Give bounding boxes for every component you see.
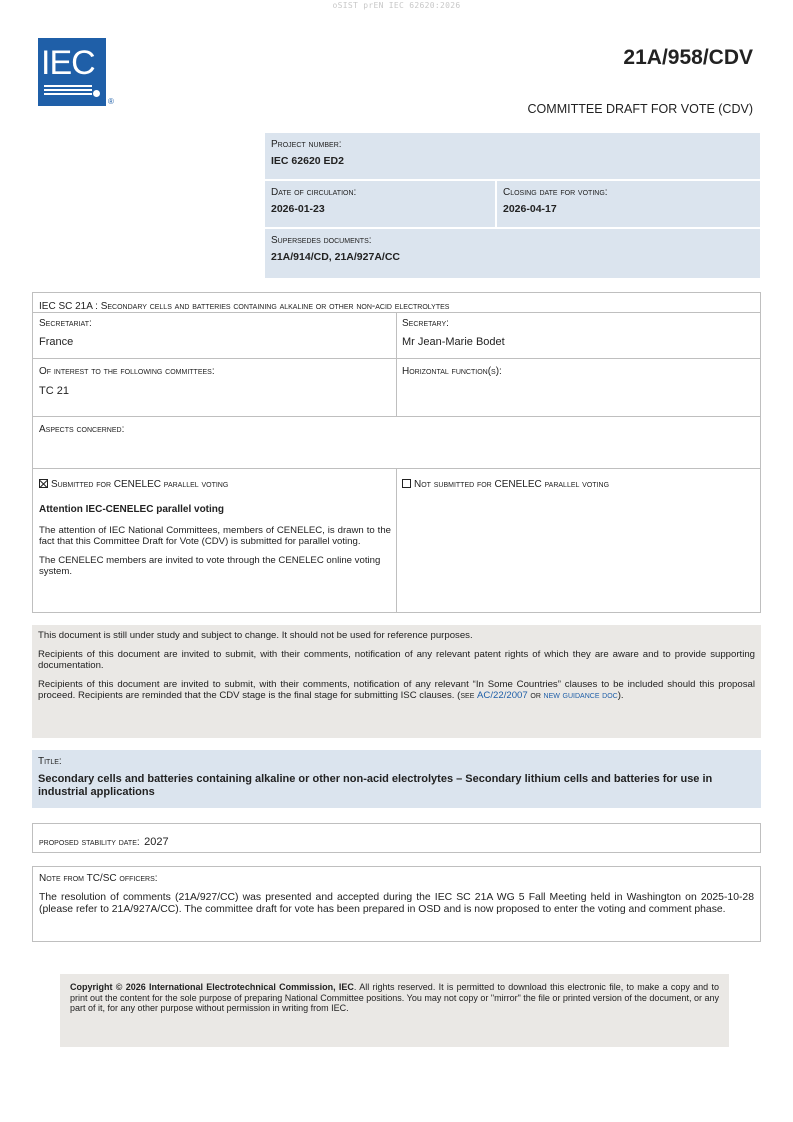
project-number-cell: [265, 133, 760, 179]
supersedes-label: Supersedes documents:: [271, 235, 372, 246]
watermark: oSIST prEN IEC 62620:2026: [332, 1, 461, 10]
stability-value: 2027: [144, 836, 169, 848]
project-number-value: IEC 62620 ED2: [271, 155, 344, 167]
submitted-checkbox[interactable]: [39, 479, 48, 488]
not-submitted-checkbox[interactable]: [402, 479, 411, 488]
horizontal-label: Horizontal function(s):: [402, 366, 502, 377]
committee-title-row: [33, 293, 760, 313]
logo-dot: [93, 90, 100, 97]
notice-p3-or: or: [530, 690, 541, 701]
logo-lines: [44, 83, 92, 95]
document-number: 21A/958/CDV: [623, 46, 753, 69]
circulation-date-label: Date of circulation:: [271, 187, 357, 198]
notice-block: [32, 625, 761, 738]
members-text: The CENELEC members are invited to vote through the CENELEC online voting system.: [39, 555, 381, 577]
note-text: The resolution of comments (21A/927/CC) was presented and accepted during the IEC SC 21A WG 5 Fall Meeting held in Washington on 2025-10-28 (please refer to 21A/927A/CC). The committee draft for vote has been prepared in OSD and is now proposed to enter the voting and comment phase.: [39, 892, 754, 915]
title-block: [32, 750, 761, 808]
notice-p3-end: ).: [617, 690, 624, 701]
document-type: COMMITTEE DRAFT FOR VOTE (CDV): [527, 102, 753, 116]
secretariat-value: France: [39, 336, 74, 348]
notice-p3-see: (see: [457, 690, 475, 701]
stability-row: [32, 823, 761, 853]
new-guidance-doc-link[interactable]: new guidance doc: [543, 690, 618, 701]
submitted-label: Submitted for CENELEC parallel voting: [51, 479, 229, 490]
interest-value: TC 21: [39, 385, 69, 397]
secretariat-row: [33, 313, 760, 359]
copyright-bold: Copyright © 2026 International Electrotechnical Commission, IEC: [70, 982, 354, 992]
registered-mark: ®: [108, 97, 114, 106]
circulation-date-cell: [265, 181, 495, 227]
committee-table: [32, 292, 761, 613]
aspects-row: [33, 417, 760, 469]
secretary-value: Mr Jean-Marie Bodet: [402, 336, 505, 348]
project-number-label: Project number:: [271, 139, 342, 150]
notice-p3-text: Recipients of this document are invited to submit, with their comments, notification of any relevant “In Some Countries” clauses to be included should this proposal proceed. Recipients are reminded that the CDV stage is the final stage for submitting ISC clauses.: [38, 679, 755, 701]
copyright-text: . All rights reserved. It is permitted to download this electronic file, to make a copy and to print out the content for the sole purpose of preparing National Committee positions. You may not copy or "mirror" the file or printed version of the document, or any part of it, for any other purpose without permission in writing from IEC.: [70, 982, 719, 1013]
secretariat-label: Secretariat:: [39, 318, 92, 329]
supersedes-cell: [265, 229, 760, 278]
stability-label: proposed stability date:: [39, 837, 140, 848]
title-label: Title:: [38, 756, 62, 767]
copyright-block: [60, 974, 729, 1047]
cenelec-row: [33, 469, 760, 612]
committee-title: IEC SC 21A : Secondary cells and batteries containing alkaline or other non-acid electrolytes: [39, 301, 450, 312]
iec-logo: [38, 38, 106, 106]
interest-label: Of interest to the following committees:: [39, 366, 215, 377]
notice-p2: Recipients of this document are invited to submit, with their comments, notification of any relevant patent rights of which they are aware and to provide supporting documentation.: [38, 649, 755, 671]
closing-date-cell: [497, 181, 760, 227]
circulation-date-value: 2026-01-23: [271, 203, 325, 215]
attention-text: The attention of IEC National Committees, members of CENELEC, is drawn to the fact that this Committee Draft for Vote (CDV) is submitted for parallel voting.: [39, 525, 391, 547]
supersedes-value: 21A/914/CD, 21A/927A/CC: [271, 251, 400, 263]
closing-date-label: Closing date for voting:: [503, 187, 608, 198]
closing-date-value: 2026-04-17: [503, 203, 557, 215]
document-title: Secondary cells and batteries containing alkaline or other non-acid electrolytes – Secondary lithium cells and batteries for use in industrial applications: [38, 773, 713, 798]
note-row: [32, 866, 761, 942]
interest-row: [33, 359, 760, 417]
notice-p3: [38, 679, 755, 701]
notice-p1: This document is still under study and subject to change. It should not be used for reference purposes.: [38, 630, 473, 641]
attention-heading: Attention IEC-CENELEC parallel voting: [39, 504, 225, 515]
not-submitted-label: Not submitted for CENELEC parallel voting: [414, 479, 610, 490]
aspects-label: Aspects concerned:: [39, 424, 125, 435]
secretary-label: Secretary:: [402, 318, 449, 329]
note-label: Note from TC/SC officers:: [39, 873, 158, 884]
logo-text: IEC: [41, 44, 95, 82]
ac-22-2007-link[interactable]: AC/22/2007: [477, 690, 528, 701]
